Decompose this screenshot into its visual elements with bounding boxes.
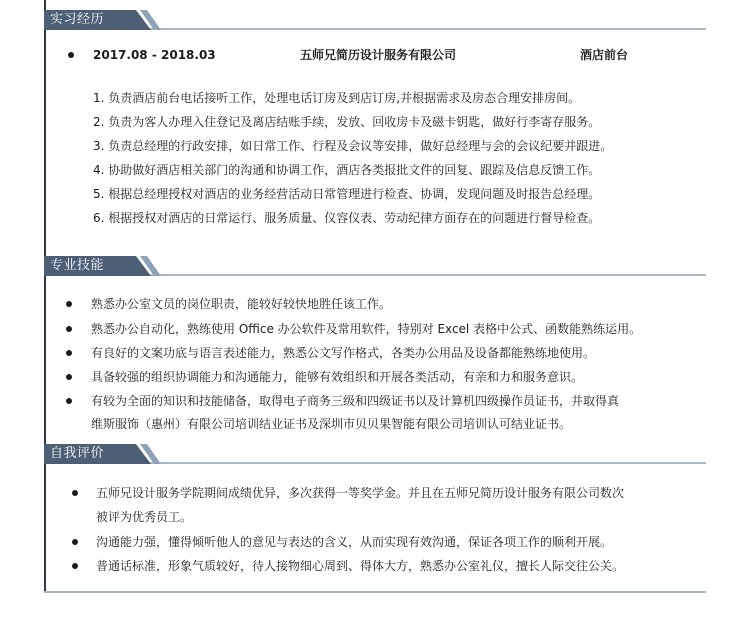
bullet-icon — [68, 52, 74, 58]
evaluation-item-1: 五师兄设计服务学院期间成绩优异，多次获得一等奖学金。并且在五师兄简历设计服务有限公司数次 — [96, 486, 625, 500]
bottom-border-line — [44, 591, 706, 593]
section-title-internship: 实习经历 — [50, 12, 105, 27]
section-title-skills: 专业技能 — [50, 258, 105, 273]
internship-item-2: 2. 负责为客人办理入住登记及离店结账手续，发放、回收房卡及磁卡钥匙，做好行李寄存服务。 — [93, 115, 601, 129]
left-border-line — [44, 0, 46, 592]
skills-item-4: 具备较强的组织协调能力和沟通能力，能够有效组织和开展各类活动，有亲和力和服务意识。 — [91, 370, 584, 384]
internship-item-1: 1. 负责酒店前台电话接听工作，处理电话订房及到店订房,并根据需求及房态合理安排房间。 — [93, 91, 581, 105]
skills-item-2: 熟悉办公自动化，熟练使用 Office 办公软件及常用软件，特别对 Excel 表格中公式、函数能熟练运用。 — [91, 322, 642, 336]
bullet-icon — [72, 490, 78, 496]
section-title-evaluation: 自我评价 — [50, 446, 105, 461]
bullet-icon — [66, 374, 72, 380]
skills-item-5: 有较为全面的知识和技能储备，取得电子商务三级和四级证书以及计算机四级操作员证书，并取得真 — [91, 394, 620, 408]
evaluation-item-3: 普通话标准，形象气质较好，待人接物细心周到、得体大方，熟悉办公室礼仪，擅长人际交往公关。 — [96, 559, 625, 573]
internship-period: 2017.08 - 2018.03 — [93, 48, 216, 62]
internship-item-4: 4. 协助做好酒店相关部门的沟通和协调工作，酒店各类报批文件的回复、跟踪及信息反馈工作。 — [93, 163, 601, 177]
internship-company: 五师兄简历设计服务有限公司 — [300, 48, 457, 62]
section-header-evaluation — [44, 444, 750, 464]
skills-item-5-continued: 维斯服饰（惠州）有限公司培训结业证书及深圳市贝贝果智能有限公司培训认可结业证书。 — [91, 417, 572, 431]
bullet-icon — [66, 350, 72, 356]
bullet-icon — [66, 398, 72, 404]
internship-item-6: 6. 根据授权对酒店的日常运行、服务质量、仪容仪表、劳动纪律方面存在的问题进行督导检查。 — [93, 211, 601, 225]
internship-item-3: 3. 负责总经理的行政安排，如日常工作、行程及会议等安排，做好总经理与会的会议纪要并跟进。 — [93, 139, 613, 153]
skills-item-3: 有良好的文案功底与语言表述能力，熟悉公文写作格式，各类办公用品及设备都能熟练地使用。 — [91, 346, 596, 360]
bullet-icon — [66, 301, 72, 307]
skills-item-1: 熟悉办公室文员的岗位职责，能较好较快地胜任该工作。 — [91, 297, 392, 311]
bullet-icon — [72, 539, 78, 545]
evaluation-item-2: 沟通能力强，懂得倾听他人的意见与表达的含义，从而实现有效沟通，保证各项工作的顺利开展。 — [96, 535, 613, 549]
bullet-icon — [66, 326, 72, 332]
internship-item-5: 5. 根据总经理授权对酒店的业务经营活动日常管理进行检查、协调，发现问题及时报告总经理。 — [93, 187, 601, 201]
internship-position: 酒店前台 — [580, 48, 629, 62]
section-header-skills — [44, 256, 750, 276]
evaluation-item-1-continued: 被评为优秀员工。 — [96, 510, 193, 524]
bullet-icon — [72, 563, 78, 569]
section-header-internship — [44, 10, 750, 30]
